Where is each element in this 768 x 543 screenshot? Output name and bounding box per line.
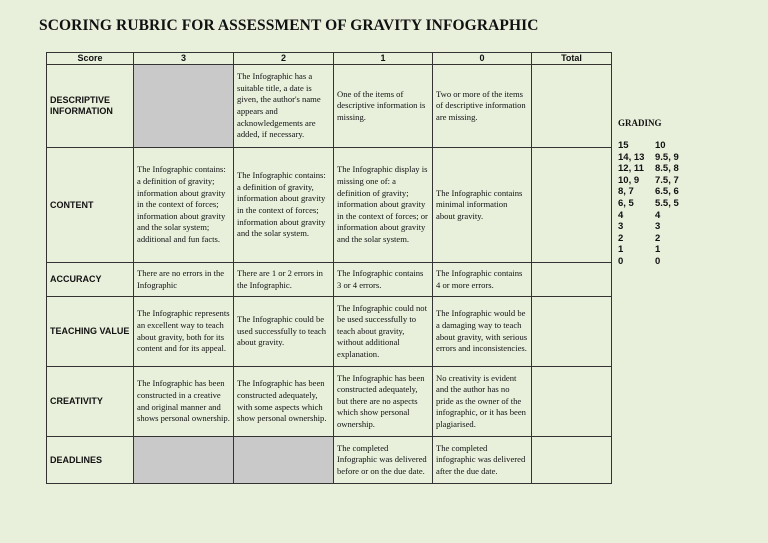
grading-row bbox=[618, 175, 679, 187]
raw-score: 12, 11 bbox=[618, 163, 644, 175]
grading-row bbox=[618, 152, 679, 164]
grade: 5.5, 5 bbox=[655, 197, 679, 209]
grading-row bbox=[618, 256, 679, 268]
grading-row bbox=[618, 210, 679, 222]
cell-score-0: The completed infographic was delivered after the due date. bbox=[433, 437, 532, 484]
cell-total bbox=[532, 148, 612, 263]
grade: 8.5, 8 bbox=[655, 163, 679, 175]
header-2: 2 bbox=[234, 53, 334, 65]
header-score: Score bbox=[47, 53, 134, 65]
row-label-deadlines: DEADLINES bbox=[47, 437, 134, 484]
cell-score-1: The Infographic could not be used successfully to teach about gravity, without additional explanation. bbox=[334, 297, 433, 367]
grade: 4 bbox=[655, 209, 661, 221]
grading-row bbox=[618, 186, 679, 198]
table-row bbox=[47, 297, 612, 367]
cell-score-2: There are 1 or 2 errors in the Infographic. bbox=[234, 263, 334, 297]
grading-row bbox=[618, 233, 679, 245]
cell-score-1: The Infographic display is missing one of: a definition of gravity; information about gravity in the context of forces; or information about gravity and the solar system. bbox=[334, 148, 433, 263]
cell-score-1: One of the items of descriptive information is missing. bbox=[334, 65, 433, 148]
cell-score-1: The Infographic has been constructed adequately, but there are no aspects which show personal ownership. bbox=[334, 367, 433, 437]
cell-total bbox=[532, 367, 612, 437]
cell-score-3 bbox=[134, 437, 234, 484]
table-row bbox=[47, 367, 612, 437]
header-3: 3 bbox=[134, 53, 234, 65]
grade: 1 bbox=[655, 244, 661, 256]
cell-score-2: The Infographic has been constructed adequately, with some aspects which show personal ownership. bbox=[234, 367, 334, 437]
cell-score-0: Two or more of the items of descriptive information are missing. bbox=[433, 65, 532, 148]
cell-score-0: The Infographic would be a damaging way to teach about gravity, with serious errors and inconsistencies. bbox=[433, 297, 532, 367]
raw-score: 10, 9 bbox=[618, 174, 640, 186]
grading-row bbox=[618, 140, 679, 152]
cell-score-3 bbox=[134, 65, 234, 148]
row-label-accuracy: ACCURACY bbox=[47, 263, 134, 297]
raw-score: 2 bbox=[618, 232, 624, 244]
grading-row bbox=[618, 221, 679, 233]
raw-score: 4 bbox=[618, 209, 624, 221]
table-row bbox=[47, 148, 612, 263]
row-label-teaching-value: TEACHING VALUE bbox=[47, 297, 134, 367]
cell-score-0: The Infographic contains minimal information about gravity. bbox=[433, 148, 532, 263]
header-1: 1 bbox=[334, 53, 433, 65]
grade: 7.5, 7 bbox=[655, 174, 679, 186]
cell-score-0: The Infographic contains 4 or more errors. bbox=[433, 263, 532, 297]
grading-row bbox=[618, 244, 679, 256]
grading-scale bbox=[618, 140, 679, 268]
table-row bbox=[47, 437, 612, 484]
cell-score-0: No creativity is evident and the author has no pride as the owner of the infographic, or it has been plagiarised. bbox=[433, 367, 532, 437]
header-0: 0 bbox=[433, 53, 532, 65]
rubric-table bbox=[46, 52, 612, 484]
cell-total bbox=[532, 437, 612, 484]
page-title: SCORING RUBRIC FOR ASSESSMENT OF GRAVITY INFOGRAPHIC bbox=[39, 17, 539, 34]
header-total: Total bbox=[532, 53, 612, 65]
cell-score-1: The completed Infographic was delivered before or on the due date. bbox=[334, 437, 433, 484]
grade: 3 bbox=[655, 221, 661, 233]
cell-score-3: The Infographic has been constructed in a creative and original manner and shows personal ownership. bbox=[134, 367, 234, 437]
row-label-creativity: CREATIVITY bbox=[47, 367, 134, 437]
cell-score-3: The Infographic represents an excellent way to teach about gravity, both for its content and for its appeal. bbox=[134, 297, 234, 367]
grade: 10 bbox=[655, 140, 666, 151]
grade: 2 bbox=[655, 232, 661, 244]
raw-score: 8, 7 bbox=[618, 186, 634, 198]
raw-score: 14, 13 bbox=[618, 151, 645, 163]
cell-score-2 bbox=[234, 437, 334, 484]
cell-total bbox=[532, 65, 612, 148]
grade: 0 bbox=[655, 255, 661, 267]
table-row bbox=[47, 263, 612, 297]
cell-score-3: The Infographic contains: a definition of gravity; information about gravity in the context of forces; information about gravity and the solar system; additional and fun facts. bbox=[134, 148, 234, 263]
grade: 9.5, 9 bbox=[655, 151, 679, 163]
cell-score-2: The Infographic contains: a definition of gravity, information about gravity in the context of forces; information about gravity and the solar system. bbox=[234, 148, 334, 263]
grade: 6.5, 6 bbox=[655, 186, 679, 198]
cell-score-1: The Infographic contains 3 or 4 errors. bbox=[334, 263, 433, 297]
cell-score-2: The Infographic could be used successfully to teach about gravity. bbox=[234, 297, 334, 367]
row-label-descriptive-information: DESCRIPTIVE INFORMATION bbox=[47, 65, 134, 148]
row-label-content: CONTENT bbox=[47, 148, 134, 263]
raw-score: 1 bbox=[618, 244, 624, 256]
raw-score: 0 bbox=[618, 255, 624, 267]
table-row bbox=[47, 65, 612, 148]
grading-title: GRADING bbox=[618, 118, 662, 128]
raw-score: 3 bbox=[618, 221, 624, 233]
grading-row bbox=[618, 198, 679, 210]
cell-score-2: The Infographic has a suitable title, a date is given, the author's name appears and acknowledgements are added, if necessary. bbox=[234, 65, 334, 148]
raw-score: 6, 5 bbox=[618, 197, 634, 209]
header-row bbox=[47, 53, 612, 65]
raw-score: 15 bbox=[618, 140, 629, 151]
cell-total bbox=[532, 263, 612, 297]
grading-row bbox=[618, 163, 679, 175]
cell-score-3: There are no errors in the Infographic bbox=[134, 263, 234, 297]
cell-total bbox=[532, 297, 612, 367]
